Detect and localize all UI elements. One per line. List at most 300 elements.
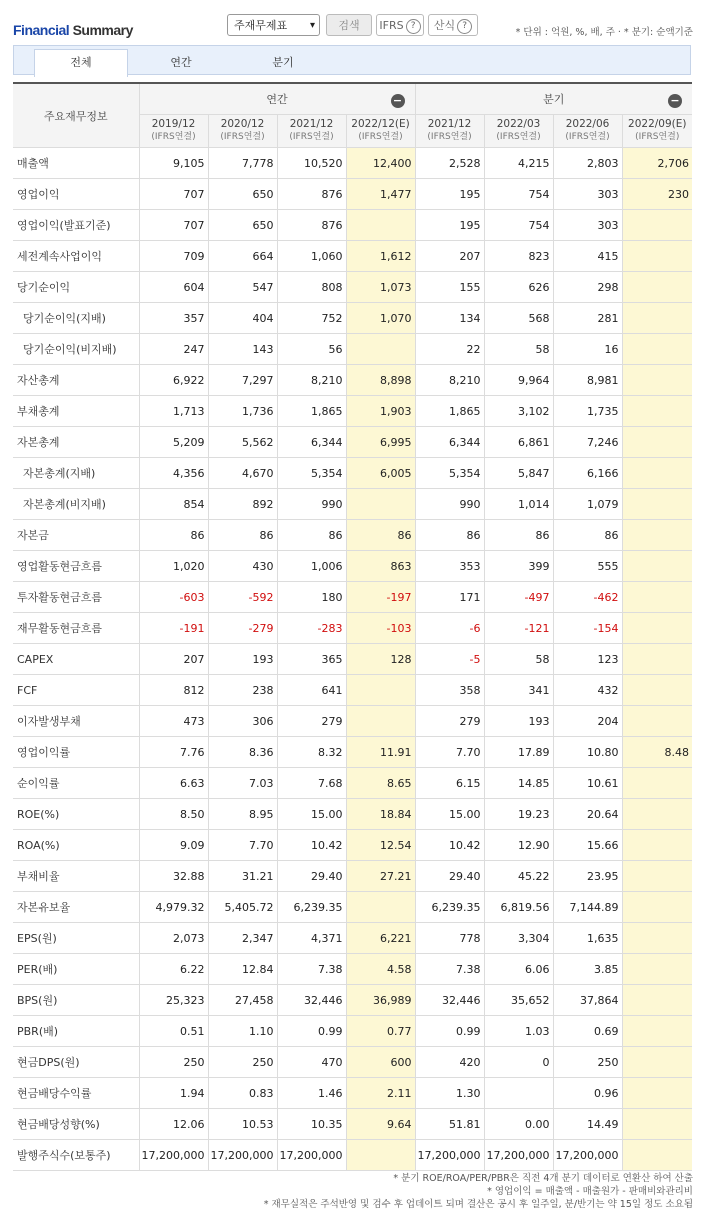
table-cell: 1,006 bbox=[277, 551, 346, 582]
table-cell: 399 bbox=[484, 551, 553, 582]
table-cell: -191 bbox=[139, 613, 208, 644]
table-cell bbox=[346, 706, 415, 737]
collapse-annual-icon[interactable]: − bbox=[391, 94, 405, 108]
group-quarter-header bbox=[415, 83, 692, 115]
table-cell: 876 bbox=[277, 179, 346, 210]
table-cell bbox=[622, 675, 692, 706]
table-cell: 86 bbox=[208, 520, 277, 551]
table-cell bbox=[622, 241, 692, 272]
table-cell: 2.11 bbox=[346, 1078, 415, 1109]
row-label: 영업이익(발표기준) bbox=[13, 210, 139, 241]
collapse-quarter-icon[interactable]: − bbox=[668, 94, 682, 108]
table-cell: 990 bbox=[277, 489, 346, 520]
table-cell: 812 bbox=[139, 675, 208, 706]
table-cell: 123 bbox=[553, 644, 622, 675]
chevron-down-icon: ▾ bbox=[309, 20, 315, 31]
table-cell: 1,073 bbox=[346, 272, 415, 303]
table-cell: 600 bbox=[346, 1047, 415, 1078]
table-row bbox=[13, 830, 692, 861]
period-basis: (IFRS연결) bbox=[289, 132, 334, 142]
table-cell bbox=[622, 1016, 692, 1047]
table-row bbox=[13, 427, 692, 458]
table-row bbox=[13, 923, 692, 954]
table-cell: -5 bbox=[415, 644, 484, 675]
table-cell: 4.58 bbox=[346, 954, 415, 985]
table-cell bbox=[484, 1078, 553, 1109]
table-cell: 29.40 bbox=[277, 861, 346, 892]
footnote: * 재무실적은 주석반영 및 검수 후 업데이트 되며 결산은 공시 후 일주일, 분/반기는 약 15일 정도 소요됨 bbox=[263, 1199, 693, 1210]
search-button[interactable]: 검색 bbox=[326, 14, 372, 36]
row-label: 투자활동현금흐름 bbox=[13, 582, 139, 613]
table-cell: 134 bbox=[415, 303, 484, 334]
table-cell bbox=[346, 489, 415, 520]
table-cell: 420 bbox=[415, 1047, 484, 1078]
table-cell bbox=[622, 644, 692, 675]
table-cell bbox=[622, 613, 692, 644]
row-label: 영업이익률 bbox=[13, 737, 139, 768]
table-cell: 5,405.72 bbox=[208, 892, 277, 923]
table-cell: 32,446 bbox=[277, 985, 346, 1016]
table-cell: 250 bbox=[208, 1047, 277, 1078]
table-cell: 1,736 bbox=[208, 396, 277, 427]
table-cell: 29.40 bbox=[415, 861, 484, 892]
table-cell: 6,166 bbox=[553, 458, 622, 489]
table-cell: 6.22 bbox=[139, 954, 208, 985]
table-row bbox=[13, 613, 692, 644]
table-cell: 27.21 bbox=[346, 861, 415, 892]
table-cell: 4,356 bbox=[139, 458, 208, 489]
table-cell: 6,344 bbox=[277, 427, 346, 458]
table-cell: 12.90 bbox=[484, 830, 553, 861]
table-cell: 8.32 bbox=[277, 737, 346, 768]
table-cell: 303 bbox=[553, 179, 622, 210]
table-cell bbox=[622, 768, 692, 799]
table-cell: 555 bbox=[553, 551, 622, 582]
table-cell: 5,847 bbox=[484, 458, 553, 489]
table-cell: 754 bbox=[484, 210, 553, 241]
table-cell: 863 bbox=[346, 551, 415, 582]
table-cell: 45.22 bbox=[484, 861, 553, 892]
period-header bbox=[484, 115, 553, 148]
table-cell: 207 bbox=[139, 644, 208, 675]
table-cell: 547 bbox=[208, 272, 277, 303]
table-cell: 10.35 bbox=[277, 1109, 346, 1140]
table-cell: 6,995 bbox=[346, 427, 415, 458]
table-cell: 0.00 bbox=[484, 1109, 553, 1140]
table-cell: 604 bbox=[139, 272, 208, 303]
table-cell: 32.88 bbox=[139, 861, 208, 892]
table-cell: 51.81 bbox=[415, 1109, 484, 1140]
table-cell: 854 bbox=[139, 489, 208, 520]
table-cell: 279 bbox=[277, 706, 346, 737]
table-cell bbox=[622, 427, 692, 458]
table-cell: 1.10 bbox=[208, 1016, 277, 1047]
table-cell: 17,200,000 bbox=[553, 1140, 622, 1171]
row-label: ROA(%) bbox=[13, 830, 139, 861]
table-row bbox=[13, 985, 692, 1016]
table-cell bbox=[622, 1109, 692, 1140]
table-cell: 35,652 bbox=[484, 985, 553, 1016]
table-cell: 143 bbox=[208, 334, 277, 365]
table-cell: 432 bbox=[553, 675, 622, 706]
period-label: 2021/12 bbox=[289, 118, 334, 130]
table-cell: 15.66 bbox=[553, 830, 622, 861]
table-cell bbox=[622, 892, 692, 923]
table-cell: 247 bbox=[139, 334, 208, 365]
table-cell: 3,102 bbox=[484, 396, 553, 427]
table-cell: 6,819.56 bbox=[484, 892, 553, 923]
table-cell: -6 bbox=[415, 613, 484, 644]
table-cell: 357 bbox=[139, 303, 208, 334]
table-cell: 10.61 bbox=[553, 768, 622, 799]
table-cell: 230 bbox=[622, 179, 692, 210]
table-cell: 1,612 bbox=[346, 241, 415, 272]
table-cell: 7,297 bbox=[208, 365, 277, 396]
table-cell: 10.42 bbox=[277, 830, 346, 861]
row-label: 부채비율 bbox=[13, 861, 139, 892]
table-cell: 7.38 bbox=[415, 954, 484, 985]
table-cell: 1,635 bbox=[553, 923, 622, 954]
tab-quarter[interactable]: 분기 bbox=[272, 56, 294, 69]
table-cell bbox=[622, 1078, 692, 1109]
table-cell: 3,304 bbox=[484, 923, 553, 954]
table-cell: 1,735 bbox=[553, 396, 622, 427]
row-label: CAPEX bbox=[13, 644, 139, 675]
row-label: 현금배당성향(%) bbox=[13, 1109, 139, 1140]
table-cell: 58 bbox=[484, 334, 553, 365]
table-row bbox=[13, 1047, 692, 1078]
period-label: 2022/12(E) bbox=[351, 118, 410, 130]
row-label: PBR(배) bbox=[13, 1016, 139, 1047]
table-cell: -592 bbox=[208, 582, 277, 613]
table-cell: 11.91 bbox=[346, 737, 415, 768]
table-cell: 25,323 bbox=[139, 985, 208, 1016]
table-cell: 298 bbox=[553, 272, 622, 303]
row-label: 재무활동현금흐름 bbox=[13, 613, 139, 644]
table-cell bbox=[622, 706, 692, 737]
table-row bbox=[13, 737, 692, 768]
table-cell: 707 bbox=[139, 210, 208, 241]
row-label: BPS(원) bbox=[13, 985, 139, 1016]
table-cell bbox=[622, 303, 692, 334]
table-cell: 195 bbox=[415, 179, 484, 210]
table-cell: 6,344 bbox=[415, 427, 484, 458]
row-label: 당기순이익(지배) bbox=[13, 303, 139, 334]
row-label: 당기순이익(비지배) bbox=[13, 334, 139, 365]
table-cell: 1,713 bbox=[139, 396, 208, 427]
period-header bbox=[208, 115, 277, 148]
period-basis: (IFRS연결) bbox=[151, 132, 196, 142]
row-label: 당기순이익 bbox=[13, 272, 139, 303]
ifrs-label: IFRS bbox=[379, 19, 404, 32]
table-cell: 7.70 bbox=[208, 830, 277, 861]
row-label: 현금DPS(원) bbox=[13, 1047, 139, 1078]
table-cell: 306 bbox=[208, 706, 277, 737]
table-cell: 12.06 bbox=[139, 1109, 208, 1140]
period-label: 2021/12 bbox=[427, 118, 472, 130]
table-cell bbox=[622, 551, 692, 582]
table-cell: 86 bbox=[139, 520, 208, 551]
table-cell: 8.36 bbox=[208, 737, 277, 768]
table-cell: 1,865 bbox=[415, 396, 484, 427]
table-cell: 470 bbox=[277, 1047, 346, 1078]
row-label: ROE(%) bbox=[13, 799, 139, 830]
table-cell: 754 bbox=[484, 179, 553, 210]
table-cell: 7,778 bbox=[208, 148, 277, 179]
period-basis: (IFRS연결) bbox=[496, 132, 541, 142]
table-row bbox=[13, 489, 692, 520]
table-cell: -154 bbox=[553, 613, 622, 644]
table-cell: 7.76 bbox=[139, 737, 208, 768]
row-label: 자본총계 bbox=[13, 427, 139, 458]
table-cell: 8,981 bbox=[553, 365, 622, 396]
row-label: 매출액 bbox=[13, 148, 139, 179]
period-basis: (IFRS연결) bbox=[427, 132, 472, 142]
period-tabs bbox=[13, 45, 691, 75]
row-label: 세전계속사업이익 bbox=[13, 241, 139, 272]
table-row bbox=[13, 520, 692, 551]
table-cell: 4,979.32 bbox=[139, 892, 208, 923]
table-cell: 19.23 bbox=[484, 799, 553, 830]
table-cell: 3.85 bbox=[553, 954, 622, 985]
table-cell: 6,005 bbox=[346, 458, 415, 489]
table-cell bbox=[346, 892, 415, 923]
table-cell bbox=[622, 489, 692, 520]
top-bar bbox=[0, 12, 705, 42]
table-row bbox=[13, 1140, 692, 1171]
table-cell bbox=[622, 830, 692, 861]
table-row bbox=[13, 1109, 692, 1140]
table-cell bbox=[346, 210, 415, 241]
table-cell bbox=[622, 985, 692, 1016]
table-cell bbox=[622, 334, 692, 365]
table-cell: 0 bbox=[484, 1047, 553, 1078]
table-cell: 207 bbox=[415, 241, 484, 272]
table-cell: 86 bbox=[553, 520, 622, 551]
table-cell bbox=[622, 365, 692, 396]
row-label: 영업이익 bbox=[13, 179, 139, 210]
table-cell: 404 bbox=[208, 303, 277, 334]
table-cell bbox=[622, 396, 692, 427]
tab-annual[interactable]: 연간 bbox=[170, 56, 192, 69]
table-cell: -497 bbox=[484, 582, 553, 613]
table-cell: 778 bbox=[415, 923, 484, 954]
table-cell: 9.64 bbox=[346, 1109, 415, 1140]
table-cell: 86 bbox=[415, 520, 484, 551]
row-label: 부채총계 bbox=[13, 396, 139, 427]
table-cell: 990 bbox=[415, 489, 484, 520]
table-cell: -283 bbox=[277, 613, 346, 644]
table-cell: 6,239.35 bbox=[277, 892, 346, 923]
table-cell bbox=[622, 1140, 692, 1171]
table-cell: 1,079 bbox=[553, 489, 622, 520]
table-cell: 6,861 bbox=[484, 427, 553, 458]
table-cell: 341 bbox=[484, 675, 553, 706]
table-cell: 9,105 bbox=[139, 148, 208, 179]
footnote: * 영업이익 = 매출액 - 매출원가 - 판매비와관리비 bbox=[487, 1186, 693, 1197]
group-annual-label: 연간 bbox=[266, 93, 288, 106]
table-cell: 17,200,000 bbox=[415, 1140, 484, 1171]
table-cell: 204 bbox=[553, 706, 622, 737]
table-cell: 27,458 bbox=[208, 985, 277, 1016]
table-cell: 650 bbox=[208, 179, 277, 210]
table-cell: 8,210 bbox=[277, 365, 346, 396]
footnotes bbox=[264, 1172, 693, 1211]
table-row bbox=[13, 365, 692, 396]
table-cell: 430 bbox=[208, 551, 277, 582]
table-cell: -279 bbox=[208, 613, 277, 644]
row-label: 현금배당수익률 bbox=[13, 1078, 139, 1109]
table-row bbox=[13, 644, 692, 675]
table-cell: -462 bbox=[553, 582, 622, 613]
table-cell: 238 bbox=[208, 675, 277, 706]
table-cell: 0.69 bbox=[553, 1016, 622, 1047]
table-cell: 10.42 bbox=[415, 830, 484, 861]
period-basis: (IFRS연결) bbox=[635, 132, 680, 142]
table-cell: 37,864 bbox=[553, 985, 622, 1016]
table-row bbox=[13, 861, 692, 892]
brand-summary: Summary bbox=[69, 22, 133, 38]
table-cell: 4,371 bbox=[277, 923, 346, 954]
table-cell: 5,209 bbox=[139, 427, 208, 458]
formula-label: 산식 bbox=[433, 19, 456, 32]
table-cell: 1.46 bbox=[277, 1078, 346, 1109]
table-cell: 22 bbox=[415, 334, 484, 365]
table-cell: 4,215 bbox=[484, 148, 553, 179]
table-cell: 8.95 bbox=[208, 799, 277, 830]
table-cell: 0.99 bbox=[277, 1016, 346, 1047]
table-cell: 1,020 bbox=[139, 551, 208, 582]
table-cell: 15.00 bbox=[415, 799, 484, 830]
row-label: 이자발생부채 bbox=[13, 706, 139, 737]
row-label: 자본금 bbox=[13, 520, 139, 551]
period-header bbox=[139, 115, 208, 148]
table-cell bbox=[346, 1140, 415, 1171]
table-cell: 9.09 bbox=[139, 830, 208, 861]
table-row bbox=[13, 148, 692, 179]
table-cell: 4,670 bbox=[208, 458, 277, 489]
table-cell: 752 bbox=[277, 303, 346, 334]
table-cell: 195 bbox=[415, 210, 484, 241]
row-label: EPS(원) bbox=[13, 923, 139, 954]
table-cell: 10.53 bbox=[208, 1109, 277, 1140]
table-cell: 6,922 bbox=[139, 365, 208, 396]
table-cell: 2,073 bbox=[139, 923, 208, 954]
table-row bbox=[13, 396, 692, 427]
question-icon: ? bbox=[457, 19, 472, 34]
period-header bbox=[553, 115, 622, 148]
table-cell: 155 bbox=[415, 272, 484, 303]
row-label: 자산총계 bbox=[13, 365, 139, 396]
table-cell: 8.65 bbox=[346, 768, 415, 799]
table-cell: 2,347 bbox=[208, 923, 277, 954]
table-row bbox=[13, 799, 692, 830]
table-cell bbox=[622, 1047, 692, 1078]
question-icon: ? bbox=[406, 19, 421, 34]
table-cell: 17.89 bbox=[484, 737, 553, 768]
table-cell: 473 bbox=[139, 706, 208, 737]
table-cell: 707 bbox=[139, 179, 208, 210]
formula-help-button[interactable] bbox=[428, 14, 478, 36]
table-cell: 2,803 bbox=[553, 148, 622, 179]
table-cell: 650 bbox=[208, 210, 277, 241]
table-cell: 1.30 bbox=[415, 1078, 484, 1109]
table-cell: 180 bbox=[277, 582, 346, 613]
table-cell: 6.06 bbox=[484, 954, 553, 985]
table-cell bbox=[622, 923, 692, 954]
table-cell: 709 bbox=[139, 241, 208, 272]
table-cell: 0.99 bbox=[415, 1016, 484, 1047]
group-annual-header bbox=[139, 83, 415, 115]
table-cell: 31.21 bbox=[208, 861, 277, 892]
table-cell: 12.84 bbox=[208, 954, 277, 985]
table-cell: 14.85 bbox=[484, 768, 553, 799]
table-cell: 5,354 bbox=[415, 458, 484, 489]
table-cell: 1,865 bbox=[277, 396, 346, 427]
table-cell: 6,239.35 bbox=[415, 892, 484, 923]
table-row bbox=[13, 303, 692, 334]
table-row bbox=[13, 1016, 692, 1047]
period-basis: (IFRS연결) bbox=[358, 132, 403, 142]
table-cell: 10,520 bbox=[277, 148, 346, 179]
table-cell: 193 bbox=[208, 644, 277, 675]
page-title bbox=[13, 22, 133, 38]
table-cell: 8,898 bbox=[346, 365, 415, 396]
table-cell: 250 bbox=[139, 1047, 208, 1078]
brand-financial: Financial bbox=[13, 22, 70, 38]
table-cell: 1,014 bbox=[484, 489, 553, 520]
table-cell bbox=[622, 272, 692, 303]
table-cell: 279 bbox=[415, 706, 484, 737]
table-cell: 365 bbox=[277, 644, 346, 675]
table-cell: 1,070 bbox=[346, 303, 415, 334]
table-cell: 7.70 bbox=[415, 737, 484, 768]
tab-all[interactable]: 전체 bbox=[34, 49, 128, 77]
table-cell: 8,210 bbox=[415, 365, 484, 396]
table-cell: 36,989 bbox=[346, 985, 415, 1016]
statement-type-value: 주재무제표 bbox=[234, 19, 288, 32]
table-cell: 56 bbox=[277, 334, 346, 365]
table-cell: 14.49 bbox=[553, 1109, 622, 1140]
table-cell: 12.54 bbox=[346, 830, 415, 861]
table-cell bbox=[622, 458, 692, 489]
period-header bbox=[277, 115, 346, 148]
ifrs-help-button[interactable] bbox=[376, 14, 424, 36]
table-cell: 17,200,000 bbox=[208, 1140, 277, 1171]
table-row bbox=[13, 241, 692, 272]
table-row bbox=[13, 551, 692, 582]
table-cell: 876 bbox=[277, 210, 346, 241]
table-cell: 250 bbox=[553, 1047, 622, 1078]
table-cell: 0.77 bbox=[346, 1016, 415, 1047]
period-basis: (IFRS연결) bbox=[565, 132, 610, 142]
period-label: 2022/09(E) bbox=[628, 118, 687, 130]
footnote: * 분기 ROE/ROA/PER/PBR은 직전 4개 분기 데이터로 연환산 하여 산출 bbox=[393, 1173, 693, 1184]
table-cell: 12,400 bbox=[346, 148, 415, 179]
table-cell: 9,964 bbox=[484, 365, 553, 396]
table-row bbox=[13, 892, 692, 923]
statement-type-select[interactable] bbox=[227, 14, 320, 36]
table-cell: 0.51 bbox=[139, 1016, 208, 1047]
table-cell: 23.95 bbox=[553, 861, 622, 892]
table-row bbox=[13, 706, 692, 737]
table-row bbox=[13, 1078, 692, 1109]
table-cell: 5,354 bbox=[277, 458, 346, 489]
table-cell: 7.03 bbox=[208, 768, 277, 799]
table-cell: 8.50 bbox=[139, 799, 208, 830]
table-cell: 641 bbox=[277, 675, 346, 706]
table-cell: 6,221 bbox=[346, 923, 415, 954]
